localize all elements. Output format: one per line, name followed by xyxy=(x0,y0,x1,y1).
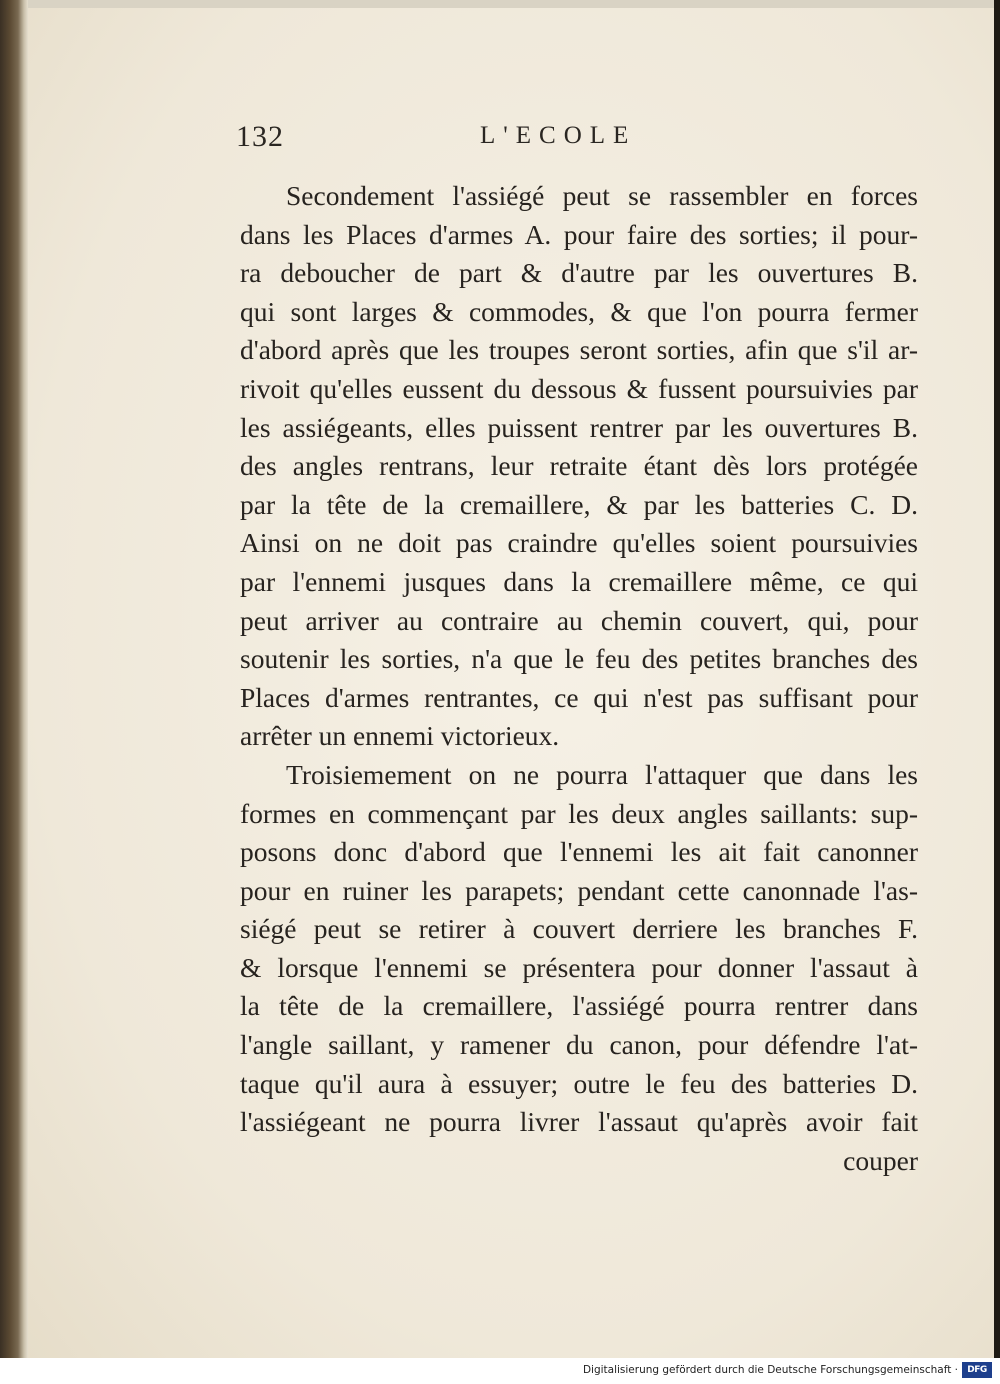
text-line: qui sont larges & commodes, & que l'on pourra fermer xyxy=(240,295,918,327)
text-line: d'abord après que les troupes seront sorties, afin que s'il ar- xyxy=(240,334,918,366)
text-line: l'angle saillant, y ramener du canon, pour défendre l'at- xyxy=(240,1029,918,1061)
text-line: posons donc d'abord que l'ennemi les ait fait canonner xyxy=(240,836,918,868)
page-number: 132 xyxy=(236,120,284,153)
text-line: Places d'armes rentrantes, ce qui n'est pas suffisant pour xyxy=(240,681,918,713)
text-line: l'assiégeant ne pourra livrer l'assaut qu'après avoir fait xyxy=(240,1106,918,1138)
text-line: & lorsque l'ennemi se présentera pour donner l'assaut à xyxy=(240,951,918,983)
digitization-note: Digitalisierung gefördert durch die Deutsche Forschungsgemeinschaft · xyxy=(582,1364,958,1376)
text-line: par l'ennemi jusques dans la cremaillere même, ce qui xyxy=(240,565,918,597)
text-line: arrêter un ennemi victorieux. xyxy=(240,720,560,752)
catchword: couper xyxy=(843,1144,918,1176)
text-line: la tête de la cremaillere, l'assiégé pourra rentrer dans xyxy=(240,990,918,1022)
scan-right-border xyxy=(994,0,1000,1358)
text-line: dans les Places d'armes A. pour faire des sorties; il pour- xyxy=(240,218,918,250)
text-line: soutenir les sorties, n'a que le feu des petites branches des xyxy=(240,643,918,675)
text-line: Troisiemement on ne pourra l'attaquer que dans les xyxy=(286,758,918,790)
text-line: formes en commençant par les deux angles saillants: sup- xyxy=(240,797,918,829)
text-line: siégé peut se retirer à couvert derriere les branches F. xyxy=(240,913,918,945)
text-line: par la tête de la cremaillere, & par les batteries C. D. xyxy=(240,488,918,520)
dfg-logo: DFG xyxy=(962,1362,992,1378)
book-spine-edge xyxy=(0,0,28,1358)
text-line: peut arriver au contraire au chemin couvert, qui, pour xyxy=(240,604,918,636)
scan-top-border xyxy=(0,0,1000,8)
text-line: Secondement l'assiégé peut se rassembler en forces xyxy=(286,180,918,211)
text-line: les assiégeants, elles puissent rentrer par les ouvertures B. xyxy=(240,411,918,443)
digitization-footer xyxy=(0,1358,1000,1384)
text-line: rivoit qu'elles eussent du dessous & fussent poursuivies par xyxy=(240,372,918,404)
text-line: Ainsi on ne doit pas craindre qu'elles soient poursuivies xyxy=(240,527,918,559)
text-line: ra deboucher de part & d'autre par les ouvertures B. xyxy=(240,257,918,289)
text-line: des angles rentrans, leur retraite étant dès lors protégée xyxy=(240,450,918,482)
text-line: taque qu'il aura à essuyer; outre le feu des batteries D. xyxy=(240,1067,918,1099)
running-head xyxy=(0,120,1000,160)
header-title: L'ECOLE xyxy=(480,122,637,149)
text-body xyxy=(240,177,918,1180)
text-line: pour en ruiner les parapets; pendant cette canonnade l'as- xyxy=(240,874,918,906)
